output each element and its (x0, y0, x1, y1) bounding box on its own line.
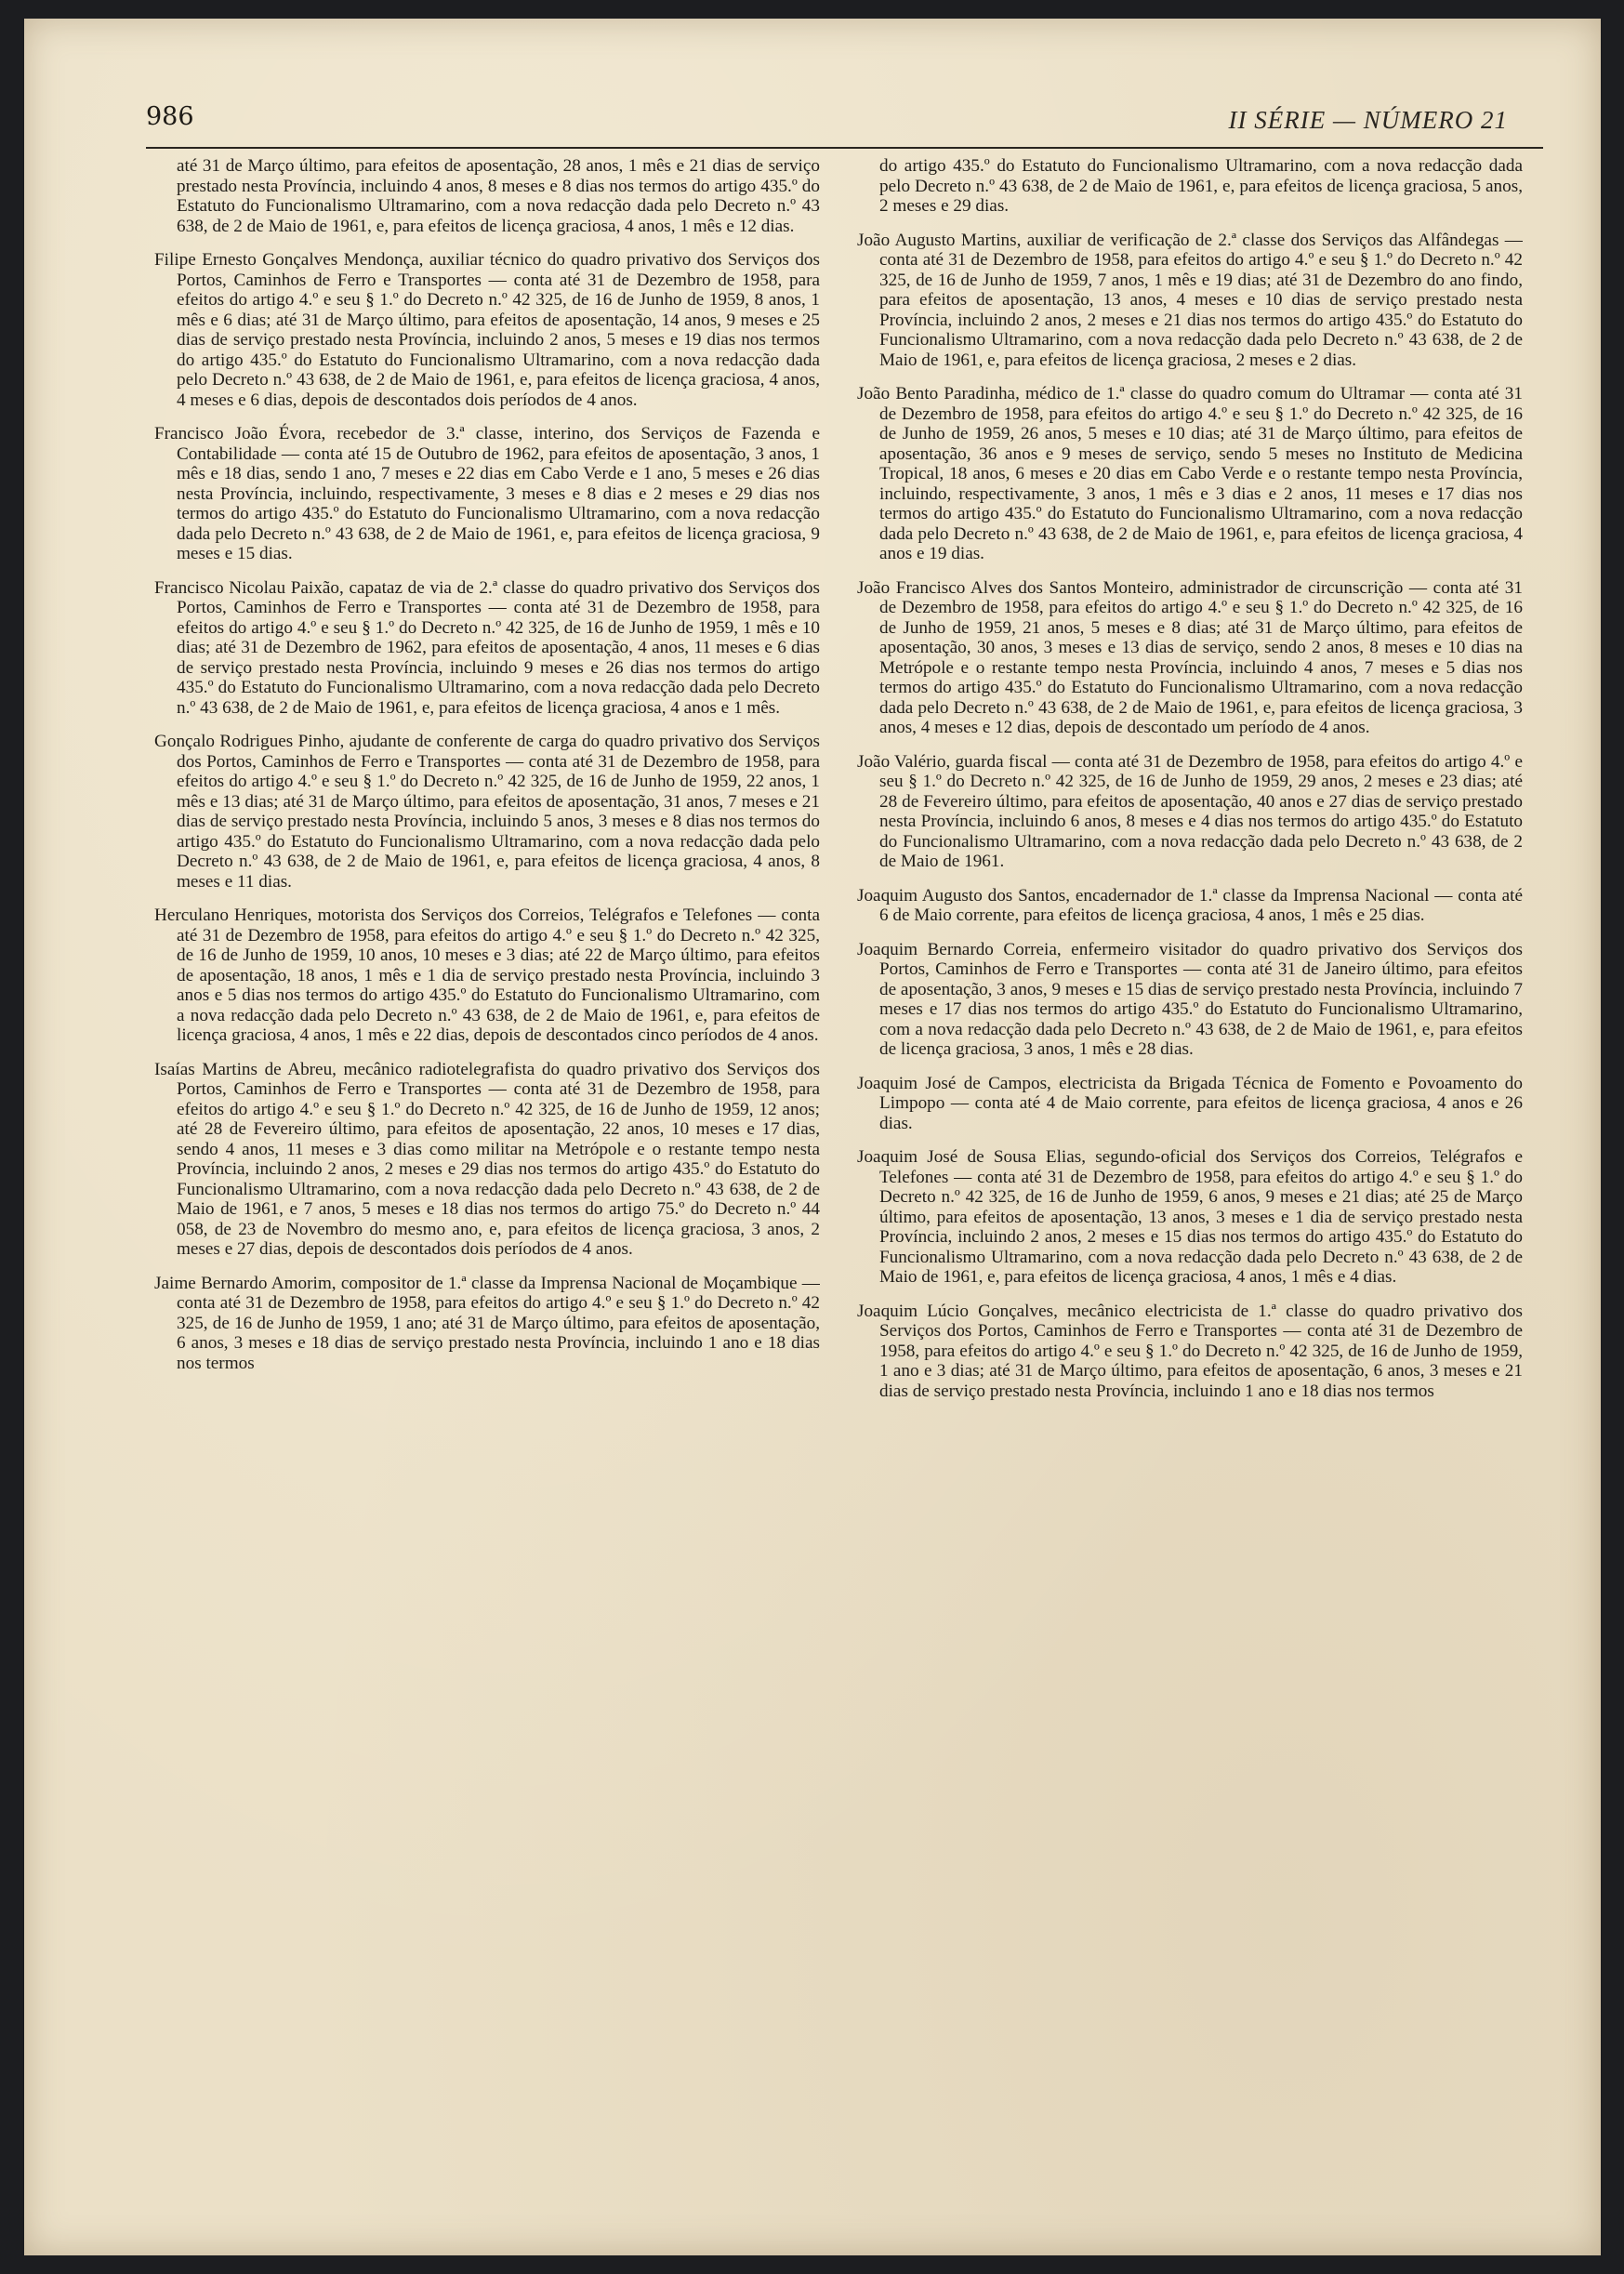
paragraph: Francisco Nicolau Paixão, capataz de via de 2.ª classe do quadro privativo dos Serviços dos Portos, Caminhos de Ferro e Transportes — conta até 31 de Dezembro de 1958, para efeitos do artigo 4.º e seu § 1.º do Decreto n.º 42 325, de 16 de Junho de 1959, 1 mês e 10 dias; até 31 de Dezembro de 1962, para efeitos de aposentação, 4 anos, 11 meses e 6 dias de serviço prestado nesta Província, incluindo 9 meses e 26 dias nos termos do artigo 435.º do Estatuto do Funcionalismo Ultramarino, com a nova redacção dada pelo Decreto n.º 43 638, de 2 de Maio de 1961, e, para efeitos de licença graciosa, 4 anos e 1 mês. (154, 577, 820, 718)
paragraph: João Valério, guarda fiscal — conta até 31 de Dezembro de 1958, para efeitos do artigo 4.º e seu § 1.º do Decreto n.º 42 325, de 16 de Junho de 1959, 29 anos, 2 meses e 23 dias; até 28 de Fevereiro último, para efeitos de aposentação, 40 anos e 27 dias de serviço prestado nesta Província, incluindo 6 anos, 8 meses e 4 dias nos termos do artigo 435.º do Estatuto do Funcionalismo Ultramarino, com a nova redacção dada pelo Decreto n.º 43 638, de 2 de Maio de 1961. (857, 751, 1523, 871)
paragraph: Joaquim Lúcio Gonçalves, mecânico electricista de 1.ª classe do quadro privativo dos Serviços dos Portos, Caminhos de Ferro e Transportes — conta até 31 de Dezembro de 1958, para efeitos do artigo 4.º e seu § 1.º do Decreto n.º 42 325, de 16 de Junho de 1959, 1 ano e 3 dias; até 31 de Março último, para efeitos de aposentação, 6 anos, 3 meses e 21 dias de serviço prestado nesta Província, incluindo 1 ano e 18 dias nos termos (857, 1301, 1523, 1401)
paragraph: Joaquim Augusto dos Santos, encadernador de 1.ª classe da Imprensa Nacional — conta até 6 de Maio corrente, para efeitos de licença graciosa, 4 anos, 1 mês e 25 dias. (857, 885, 1523, 925)
paragraph: Isaías Martins de Abreu, mecânico radiotelegrafista do quadro privativo dos Serviços dos Portos, Caminhos de Ferro e Transportes — conta até 31 de Dezembro de 1958, para efeitos do artigo 4.º e seu § 1.º do Decreto n.º 42 325, de 16 de Junho de 1959, 12 anos; até 28 de Fevereiro último, para efeitos de aposentação, 22 anos, 10 meses e 17 dias, sendo 4 anos, 11 meses e 3 dias como militar na Metrópole e o restante tempo nesta Província, incluindo 2 anos, 2 meses e 29 dias nos termos do artigo 435.º do Estatuto do Funcionalismo Ultramarino, com a nova redacção dada pelo Decreto n.º 43 638, de 2 de Maio de 1961, e 7 anos, 5 meses e 18 dias nos termos do artigo 75.º do Decreto n.º 44 058, de 23 de Novembro do mesmo ano, e, para efeitos de licença graciosa, 3 anos, 2 meses e 27 dias, depois de descontados dois períodos de 4 anos. (154, 1059, 820, 1259)
paragraph: Joaquim José de Campos, electricista da Brigada Técnica de Fomento e Povoamento do Limpopo — conta até 4 de Maio corrente, para efeitos de licença graciosa, 4 anos e 26 dias. (857, 1073, 1523, 1133)
header-rule (146, 147, 1543, 149)
paragraph: João Augusto Martins, auxiliar de verificação de 2.ª classe dos Serviços das Alfândegas — conta até 31 de Dezembro de 1958, para efeitos do artigo 4.º e seu § 1.º do Decreto n.º 42 325, de 16 de Junho de 1959, 7 anos, 1 mês e 19 dias; até 31 de Dezembro do ano findo, para efeitos de aposentação, 13 anos, 4 meses e 10 dias de serviço prestado nesta Província, incluindo 2 anos, 2 meses e 21 dias nos termos do artigo 435.º do Estatuto do Funcionalismo Ultramarino, com a nova redacção dada pelo Decreto n.º 43 638, de 2 de Maio de 1961, e, para efeitos de licença graciosa, 2 meses e 2 dias. (857, 230, 1523, 370)
paragraph: João Francisco Alves dos Santos Monteiro, administrador de circunscrição — conta até 31 de Dezembro de 1958, para efeitos do artigo 4.º e seu § 1.º do Decreto n.º 42 325, de 16 de Junho de 1959, 21 anos, 5 meses e 8 dias; até 31 de Março último, para efeitos de aposentação, 30 anos, 3 meses e 13 dias de serviço, sendo 2 anos, 8 meses e 10 dias na Metrópole e o restante tempo nesta Província, incluindo 4 anos, 7 meses e 5 dias nos termos do artigo 435.º do Estatuto do Funcionalismo Ultramarino, com a nova redacção dada pelo Decreto n.º 43 638, de 2 de Maio de 1961, e, para efeitos de licença graciosa, 3 anos, 4 meses e 12 dias, depois de descontado um período de 4 anos. (857, 577, 1523, 737)
paragraph: Francisco João Évora, recebedor de 3.ª classe, interino, dos Serviços de Fazenda e Contabilidade — conta até 15 de Outubro de 1962, para efeitos de aposentação, 3 anos, 1 mês e 18 dias, sendo 1 ano, 7 meses e 22 dias em Cabo Verde e 1 ano, 5 meses e 26 dias nesta Província, incluindo, respectivamente, 3 meses e 8 dias e 2 meses e 29 dias nos termos do artigo 435.º do Estatuto do Funcionalismo Ultramarino, com a nova redacção dada pelo Decreto n.º 43 638, de 2 de Maio de 1961, e, para efeitos de licença graciosa, 9 meses e 15 dias. (154, 424, 820, 563)
page-number: 986 (146, 102, 194, 131)
paragraph: João Bento Paradinha, médico de 1.ª classe do quadro comum do Ultramar — conta até 31 de Dezembro de 1958, para efeitos do artigo 4.º e seu § 1.º do Decreto n.º 42 325, de 16 de Junho de 1959, 26 anos, 5 meses e 10 dias; até 31 de Março último, para efeitos de aposentação, 36 anos e 9 meses de serviço, sendo 5 meses no Instituto de Medicina Tropical, 18 anos, 6 meses e 20 dias em Cabo Verde e o restante tempo nesta Província, incluindo, respectivamente, 3 anos, 1 mês e 3 dias e 2 anos, 11 meses e 17 dias nos termos do artigo 435.º do Estatuto do Funcionalismo Ultramarino, com a nova redacção dada pelo Decreto n.º 43 638, de 2 de Maio de 1961, e, para efeitos de licença graciosa, 4 anos e 19 dias. (857, 384, 1523, 563)
paragraph: Filipe Ernesto Gonçalves Mendonça, auxiliar técnico do quadro privativo dos Serviços dos Portos, Caminhos de Ferro e Transportes — conta até 31 de Dezembro de 1958, para efeitos do artigo 4.º e seu § 1.º do Decreto n.º 42 325, de 16 de Junho de 1959, 8 anos, 1 mês e 6 dias; até 31 de Março último, para efeitos de aposentação, 14 anos, 9 meses e 25 dias de serviço prestado nesta Província, incluindo 2 anos, 5 meses e 19 dias nos termos do artigo 435.º do Estatuto do Funcionalismo Ultramarino, com a nova redacção dada pelo Decreto n.º 43 638, de 2 de Maio de 1961, e, para efeitos de licença graciosa, 4 anos, 4 meses e 6 dias, depois de descontados dois períodos de 4 anos. (154, 250, 820, 410)
document-page (24, 19, 1601, 2255)
paragraph: Herculano Henriques, motorista dos Serviços dos Correios, Telégrafos e Telefones — conta até 31 de Dezembro de 1958, para efeitos do artigo 4.º e seu § 1.º do Decreto n.º 42 325, de 16 de Junho de 1959, 10 anos, 10 meses e 3 dias; até 22 de Março último, para efeitos de aposentação, 18 anos, 1 mês e 1 dia de serviço prestado nesta Província, incluindo 3 anos e 5 dias nos termos do artigo 435.º do Estatuto do Funcionalismo Ultramarino, com a nova redacção dada pelo Decreto n.º 43 638, de 2 de Maio de 1961, e, para efeitos de licença graciosa, 4 anos, 1 mês e 22 dias, depois de descontados cinco períodos de 4 anos. (154, 906, 820, 1045)
left-column (154, 156, 820, 2255)
paragraph: Joaquim José de Sousa Elias, segundo-oficial dos Serviços dos Correios, Telégrafos e Telefones — conta até 31 de Dezembro de 1958, para efeitos do artigo 4.º e seu § 1.º do Decreto n.º 42 325, de 16 de Junho de 1959, 6 anos, 9 meses e 21 dias; até 25 de Março último, para efeitos de aposentação, 13 anos, 3 meses e 1 dia de serviço prestado nesta Província, incluindo 2 anos, 2 meses e 15 dias nos termos do artigo 435.º do Estatuto do Funcionalismo Ultramarino, com a nova redacção dada pelo Decreto n.º 43 638, de 2 de Maio de 1961, e, para efeitos de licença graciosa, 4 anos, 1 mês e 4 dias. (857, 1147, 1523, 1287)
series-header: II SÉRIE — NÚMERO 21 (1228, 106, 1508, 134)
paragraph: até 31 de Março último, para efeitos de aposentação, 28 anos, 1 mês e 21 dias de serviço prestado nesta Província, incluindo 4 anos, 8 meses e 8 dias nos termos do artigo 435.º do Estatuto do Funcionalismo Ultramarino, com a nova redacção dada pelo Decreto n.º 43 638, de 2 de Maio de 1961, e, para efeitos de licença graciosa, 4 anos, 1 mês e 12 dias. (177, 156, 820, 236)
paragraph: Jaime Bernardo Amorim, compositor de 1.ª classe da Imprensa Nacional de Moçambique — conta até 31 de Dezembro de 1958, para efeitos do artigo 4.º e seu § 1.º do Decreto n.º 42 325, de 16 de Junho de 1959, 1 ano; até 31 de Março último, para efeitos de aposentação, 6 anos, 3 meses e 18 dias de serviço prestado nesta Província, incluindo 1 ano e 18 dias nos termos (154, 1273, 820, 1373)
paragraph: Joaquim Bernardo Correia, enfermeiro visitador do quadro privativo dos Serviços dos Portos, Caminhos de Ferro e Transportes — conta até 31 de Janeiro último, para efeitos de aposentação, 3 anos, 9 meses e 15 dias de serviço prestado nesta Província, incluindo 7 meses e 17 dias nos termos do artigo 435.º do Estatuto do Funcionalismo Ultramarino, com a nova redacção dada pelo Decreto n.º 43 638, de 2 de Maio de 1961, e, para efeitos de licença graciosa, 3 anos, 1 mês e 28 dias. (857, 939, 1523, 1059)
paragraph: Gonçalo Rodrigues Pinho, ajudante de conferente de carga do quadro privativo dos Serviços dos Portos, Caminhos de Ferro e Transportes — conta até 31 de Dezembro de 1958, para efeitos do artigo 4.º e seu § 1.º do Decreto n.º 42 325, de 16 de Junho de 1959, 22 anos, 1 mês e 13 dias; até 31 de Março último, para efeitos de aposentação, 31 anos, 7 meses e 21 dias de serviço prestado nesta Província, incluindo 5 anos, 3 meses e 8 dias nos termos do artigo 435.º do Estatuto do Funcionalismo Ultramarino, com a nova redacção dada pelo Decreto n.º 43 638, de 2 de Maio de 1961, e, para efeitos de licença graciosa, 4 anos, 8 meses e 11 dias. (154, 732, 820, 892)
right-column (857, 156, 1523, 2255)
paragraph: do artigo 435.º do Estatuto do Funcionalismo Ultramarino, com a nova redacção dada pelo Decreto n.º 43 638, de 2 de Maio de 1961, e, para efeitos de licença graciosa, 5 anos, 2 meses e 29 dias. (879, 156, 1523, 216)
